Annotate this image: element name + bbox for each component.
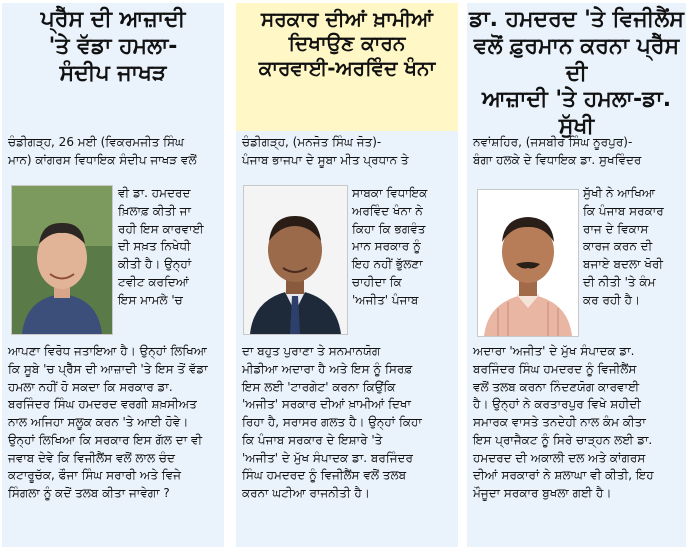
headline-line: ਕਾਰਵਾਈ-ਅਰਵਿੰਦ ਖੰਨਾ — [258, 55, 436, 80]
article-intro — [8, 134, 218, 170]
text-line: ਹਮਦਰਦ ਦੀ ਅਕਾਲੀ ਦਲ ਅਤੇ ਕਾਂਗਰਸ — [473, 450, 646, 465]
headline — [236, 3, 458, 131]
text-line: ਕਿਹਾ ਕਿ ਭਗਵੰਤ — [352, 221, 426, 236]
portrait-photo — [11, 185, 113, 335]
portrait-photo — [243, 185, 348, 335]
article-body — [8, 343, 218, 503]
headline — [2, 7, 224, 87]
article-intro — [473, 134, 680, 170]
portrait-photo — [477, 189, 579, 337]
text-line: ਇਸ ਪ੍ਰਾਜੈਕਟ ਨੂੰ ਸਿਰੇ ਚਾੜ੍ਹਨ ਲਈ ਡਾ. — [473, 432, 653, 447]
text-line: ਮਾਨ ਸਰਕਾਰ ਨੂੰ — [352, 239, 421, 254]
text-line: ਕੀਤੀ ਹੈ। ਉਨ੍ਹਾਂ — [118, 257, 192, 271]
text-line: ਸਾਬਕਾ ਵਿਧਾਇਕ — [352, 186, 428, 200]
text-line: ਚਾਹੀਦਾ ਕਿ — [352, 274, 402, 289]
text-line: ਕਿ ਪੰਜਾਬ ਸਰਕਾਰ — [583, 203, 664, 218]
text-line: 'ਅਜੀਤ' ਸਰਕਾਰ ਦੀਆਂ ਖ਼ਾਮੀਆਂ ਦਿਖਾ — [242, 397, 411, 412]
text-line: ਕਰ ਰਹੀ ਹੈ। — [583, 292, 641, 307]
text-line: ਇਸ ਮਾਮਲੇ 'ਚ — [118, 292, 183, 307]
text-line: ਵਲੋਂ ਤਲਬ ਕਰਨਾ ਨਿੰਦਣਯੋਗ ਕਾਰਵਾਈ — [473, 379, 640, 394]
text-line: ਮੀਡੀਆ ਅਦਾਰਾ ਹੈ ਅਤੇ ਇਸ ਨੂੰ ਸਿਰਫ਼ — [242, 361, 413, 376]
text-line: ਦੀ ਨੀਤੀ 'ਤੇ ਕੰਮ — [583, 274, 656, 289]
text-line: ਕਟਾਰੂਚੱਕ, ਫੌਜਾ ਸਿੰਘ ਸਰਾਰੀ ਅਤੇ ਵਿਜੇ — [8, 468, 181, 483]
text-line: ਕਿ ਸੂਬੇ 'ਚ ਪ੍ਰੈੱਸ ਦੀ ਆਜ਼ਾਦੀ 'ਤੇ ਇਸ ਤੋਂ ਵੱਡਾ — [8, 361, 208, 376]
headline-line: ਸਰਕਾਰ ਦੀਆਂ ਖ਼ਾਮੀਆਂ — [261, 7, 433, 31]
article-jakhar — [2, 3, 224, 547]
headline-line: ਵਲੋਂ ਫ਼ੁਰਮਾਨ ਕਰਨਾ ਪ੍ਰੈੱਸ ਦੀ — [473, 33, 680, 86]
article-sukhi — [467, 3, 686, 547]
text-line: ਉਨ੍ਹਾਂ ਲਿਖਿਆ ਕਿ ਸਰਕਾਰ ਇਸ ਗੱਲ ਦਾ ਵੀ — [8, 432, 203, 447]
portrait-image — [12, 186, 112, 334]
text-line: ਜਵਾਬ ਦੇਵੇ ਕਿ ਵਿਜੀਲੈਂਸ ਵਲੋਂ ਲਾਲ ਚੰਦ — [8, 450, 175, 465]
article-intro — [242, 134, 452, 170]
portrait-image — [478, 190, 578, 336]
article-khanna — [236, 3, 458, 547]
text-line: ਨਾਲ ਅਜਿਹਾ ਸਲੂਕ ਕਰਨ 'ਤੇ ਆਈ ਹੋਵੇ। — [8, 415, 189, 429]
text-line: 'ਅਜੀਤ' ਪੰਜਾਬ — [352, 292, 419, 307]
text-line: ਚੰਡੀਗੜ੍ਹ, (ਮਨਜੋਤ ਸਿੰਘ ਜੋਤ)- — [242, 135, 382, 149]
headline — [467, 7, 686, 141]
text-line: ਚੰਡੀਗੜ੍ਹ, 26 ਮਈ (ਵਿਕਰਮਜੀਤ ਸਿੰਘ — [8, 135, 184, 149]
headline-line: ਦਿਖਾਉਣ ਕਾਰਨ — [288, 31, 406, 56]
text-line: ਦੀਆਂ ਸਰਕਾਰਾਂ ਨੇ ਸ਼ਲਾਘਾ ਵੀ ਕੀਤੀ, ਇਹ — [473, 468, 654, 483]
text-line: ਅਰਵਿੰਦ ਖੰਨਾ ਨੇ — [352, 203, 423, 218]
text-line: ਰਹੀ ਇਸ ਕਾਰਵਾਈ — [118, 221, 204, 236]
text-line: ਹਮਲਾ ਨਹੀਂ ਹੋ ਸਕਦਾ ਕਿ ਸਰਕਾਰ ਡਾ. — [8, 379, 173, 394]
headline-line: ਪ੍ਰੈੱਸ ਦੀ ਆਜ਼ਾਦੀ — [40, 7, 186, 32]
article-body — [473, 343, 680, 503]
text-line: ਅਦਾਰਾ 'ਅਜੀਤ' ਦੇ ਮੁੱਖ ਸੰਪਾਦਕ ਡਾ. — [473, 344, 635, 358]
text-line: ਆਪਣਾ ਵਿਰੋਧ ਜਤਾਇਆ ਹੈ। ਉਨ੍ਹਾਂ ਲਿਖਿਆ — [8, 344, 207, 358]
text-line: ਟਵੀਟ ਕਰਦਿਆਂ — [118, 274, 189, 289]
text-line: ਬਜਾਏ ਬਦਲਾ ਖੋਰੀ — [583, 257, 664, 271]
text-line: ਪੰਜਾਬ ਭਾਜਪਾ ਦੇ ਸੂਬਾ ਮੀਤ ਪ੍ਰਧਾਨ ਤੇ — [242, 152, 409, 167]
text-line: ਇਹ ਨਹੀਂ ਭੁੱਲਣਾ — [352, 257, 423, 271]
text-line: ਬੰਗਾ ਹਲਕੇ ਦੇ ਵਿਧਾਇਕ ਡਾ. ਸੁਖਵਿੰਦਰ — [473, 152, 642, 167]
text-line: ਦੀ ਸਖ਼ਤ ਨਿਖੇਧੀ — [118, 239, 191, 254]
text-line: 'ਅਜੀਤ' ਦੇ ਮੁੱਖ ਸੰਪਾਦਕ ਡਾ. ਬਰਜਿੰਦਰ — [242, 450, 413, 465]
text-line: ਬਰਜਿੰਦਰ ਸਿੰਘ ਹਮਦਰਦ ਵਰਗੀ ਸ਼ਖ਼ਸੀਅਤ — [8, 397, 197, 412]
article-body — [242, 343, 452, 503]
text-line: ਰਾਜ ਦੇ ਵਿਕਾਸ — [583, 221, 649, 236]
text-line: ਰਿਹਾ ਹੈ, ਸਰਾਸਰ ਗਲਤ ਹੈ। ਉਨ੍ਹਾਂ ਕਿਹਾ — [242, 415, 422, 429]
article-side-text — [352, 185, 452, 309]
portrait-image — [244, 186, 347, 334]
text-line: ਨਵਾਂਸ਼ਹਿਰ, (ਜਸਬੀਰ ਸਿੰਘ ਨੂਰਪੁਰ)- — [473, 135, 633, 149]
text-line: ਕਿ ਪੰਜਾਬ ਸਰਕਾਰ ਦੇ ਇਸ਼ਾਰੇ 'ਤੇ — [242, 432, 383, 447]
headline-line: ਆਜ਼ਾਦੀ 'ਤੇ ਹਮਲਾ-ਡਾ. ਸੁੱਖੀ — [481, 87, 672, 140]
text-line: ਕਾਰਜ ਕਰਨ ਦੀ — [583, 239, 653, 254]
text-line: ਦਾ ਬਹੁਤ ਪੁਰਾਣਾ ਤੇ ਸਨਮਾਨਯੋਗ — [242, 344, 381, 358]
text-line: ਸਿੰਗਲਾ ਨੂੰ ਕਦੋਂ ਤਲਬ ਕੀਤਾ ਜਾਵੇਗਾ ? — [8, 486, 170, 500]
text-line: ਇਸ ਲਈ 'ਟਾਰਗੇਟ' ਕਰਨਾ ਕਿਉਂਕਿ — [242, 379, 396, 394]
text-line: ਬਰਜਿੰਦਰ ਸਿੰਘ ਹਮਦਰਦ ਨੂੰ ਵਿਜੀਲੈਂਸ — [473, 361, 637, 376]
text-line: ਮੌਜੂਦਾ ਸਰਕਾਰ ਬੁਖਲਾ ਗਈ ਹੈ। — [473, 486, 612, 500]
headline-line: 'ਤੇ ਵੱਡਾ ਹਮਲਾ- — [48, 33, 178, 59]
text-line: ਸਿੰਘ ਹਮਦਰਦ ਨੂੰ ਵਿਜੀਲੈਂਸ ਵਲੋਂ ਤਲਬ — [242, 468, 407, 483]
article-side-text — [118, 185, 218, 309]
text-line: ਖ਼ਿਲਾਫ਼ ਕੀਤੀ ਜਾ — [118, 203, 191, 218]
text-line: ਕਰਨਾ ਘਟੀਆ ਰਾਜਨੀਤੀ ਹੈ। — [242, 486, 370, 500]
article-side-text — [583, 185, 680, 309]
text-line: ਸਮਾਰਕ ਵਾਸਤੇ ਤਨਦੇਹੀ ਨਾਲ ਕੰਮ ਕੀਤਾ — [473, 415, 646, 429]
headline-line: ਸੰਦੀਪ ਜਾਖੜ — [59, 60, 167, 86]
text-line: ਵੀ ਡਾ. ਹਮਦਰਦ — [118, 186, 191, 200]
text-line: ਮਾਨ) ਕਾਂਗਰਸ ਵਿਧਾਇਕ ਸੰਦੀਪ ਜਾਖੜ ਵਲੋਂ — [8, 152, 197, 167]
headline-line: ਡਾ. ਹਮਦਰਦ 'ਤੇ ਵਿਜੀਲੈਂਸ — [469, 7, 684, 32]
text-line: ਸੁੱਖੀ ਨੇ ਆਖਿਆ — [583, 186, 655, 200]
text-line: ਹੈ। ਉਨ੍ਹਾਂ ਨੇ ਕਰਤਾਰਪੁਰ ਵਿਖੇ ਸ਼ਹੀਦੀ — [473, 397, 641, 412]
